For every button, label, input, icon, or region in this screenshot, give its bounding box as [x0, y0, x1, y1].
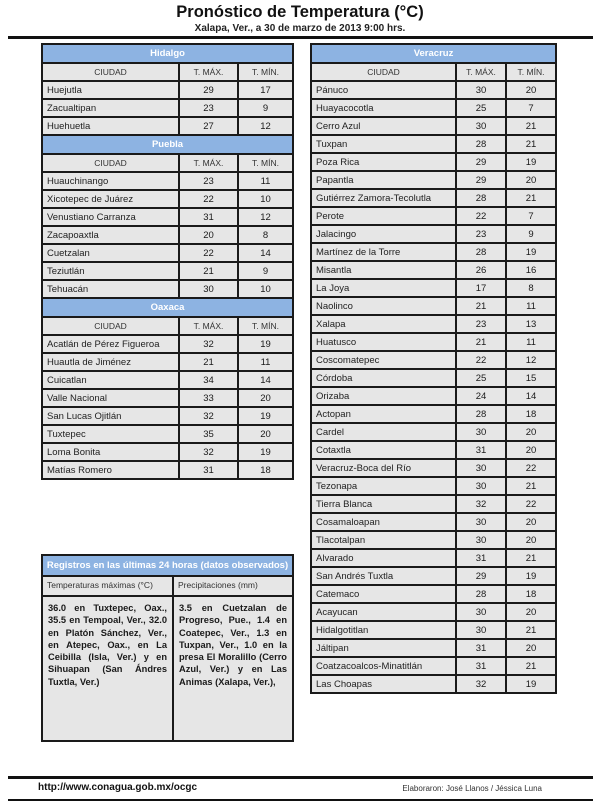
table-row: [311, 369, 556, 387]
column-header-tmin: T. MÍN.: [238, 63, 293, 81]
min-temp-value: 22: [506, 495, 556, 513]
max-temp-value: 27: [179, 117, 238, 135]
column-header-row: [42, 154, 293, 172]
table-row: [42, 371, 293, 389]
min-temp-value: 11: [238, 353, 293, 371]
city-name: Acayucan: [311, 603, 456, 621]
city-name: Coatzacoalcos-Minatitlán: [311, 657, 456, 675]
table-row: [311, 621, 556, 639]
city-name: Jáltipan: [311, 639, 456, 657]
city-name: Actopan: [311, 405, 456, 423]
max-temp-value: 23: [456, 315, 506, 333]
column-header-city: CIUDAD: [42, 154, 179, 172]
section-title: Veracruz: [311, 44, 556, 63]
min-temp-value: 22: [506, 459, 556, 477]
city-name: Acatlán de Pérez Figueroa: [42, 335, 179, 353]
table-row: [311, 423, 556, 441]
city-name: Tezonapa: [311, 477, 456, 495]
max-temp-text: 36.0 en Tuxtepec, Oax., 35.5 en Tempoal, Ver., 32.0 en Platón Sánchez, Ver., en Atepec, Oax., en La Ceibilla (Isla, Ver.) y en Sihuapan (San Ándres Tuxtla, Ver.): [42, 596, 173, 741]
city-name: Loma Bonita: [42, 443, 179, 461]
section-header-row: [42, 44, 293, 63]
min-temp-value: 20: [238, 389, 293, 407]
city-name: Matías Romero: [42, 461, 179, 479]
table-row: [42, 425, 293, 443]
precipitation-text: 3.5 en Cuetzalan de Progreso, Pue., 1.4 en Coatepec, Ver., 1.3 en Tuxpan, Ver., 1.0 en la presa El Moralillo (Cerro Azul, Ver.) y en Las Animas (Xalapa, Ver.),: [173, 596, 293, 741]
min-temp-value: 17: [238, 81, 293, 99]
city-name: Perote: [311, 207, 456, 225]
city-name: Orizaba: [311, 387, 456, 405]
city-name: Xicotepec de Juárez: [42, 190, 179, 208]
column-header-tmax: T. MÁX.: [456, 63, 506, 81]
max-temp-value: 32: [179, 407, 238, 425]
min-temp-value: 20: [506, 171, 556, 189]
max-temp-value: 30: [456, 603, 506, 621]
table-row: [311, 153, 556, 171]
table-row: [42, 280, 293, 298]
footer-divider: [8, 776, 593, 779]
max-temp-value: 28: [456, 189, 506, 207]
table-row: [311, 99, 556, 117]
table-row: [311, 189, 556, 207]
veracruz-forecast-table: [310, 43, 557, 694]
observations-title: Registros en las últimas 24 horas (datos observados): [42, 555, 293, 576]
min-temp-value: 11: [506, 333, 556, 351]
max-temp-value: 28: [456, 585, 506, 603]
city-name: Naolinco: [311, 297, 456, 315]
table-row: [311, 225, 556, 243]
city-name: Coscomatepec: [311, 351, 456, 369]
max-temp-label: Temperaturas máximas (°C): [42, 576, 173, 596]
max-temp-value: 31: [456, 441, 506, 459]
section-header-row: [42, 135, 293, 154]
column-header-city: CIUDAD: [42, 317, 179, 335]
table-row: [311, 297, 556, 315]
city-name: Misantla: [311, 261, 456, 279]
min-temp-value: 7: [506, 207, 556, 225]
max-temp-value: 34: [179, 371, 238, 389]
max-temp-value: 35: [179, 425, 238, 443]
table-row: [311, 441, 556, 459]
table-row: [42, 99, 293, 117]
city-name: La Joya: [311, 279, 456, 297]
min-temp-value: 8: [506, 279, 556, 297]
max-temp-value: 25: [456, 369, 506, 387]
max-temp-value: 32: [179, 443, 238, 461]
min-temp-value: 18: [238, 461, 293, 479]
table-row: [42, 353, 293, 371]
max-temp-value: 32: [456, 495, 506, 513]
city-name: Córdoba: [311, 369, 456, 387]
max-temp-value: 30: [456, 477, 506, 495]
max-temp-value: 31: [456, 549, 506, 567]
min-temp-value: 16: [506, 261, 556, 279]
city-name: Zacualtipan: [42, 99, 179, 117]
table-row: [311, 657, 556, 675]
city-name: Cotaxtla: [311, 441, 456, 459]
city-name: Huatusco: [311, 333, 456, 351]
min-temp-value: 20: [506, 441, 556, 459]
table-row: [311, 531, 556, 549]
max-temp-value: 30: [456, 513, 506, 531]
min-temp-value: 14: [506, 387, 556, 405]
max-temp-value: 24: [456, 387, 506, 405]
column-header-tmax: T. MÁX.: [179, 317, 238, 335]
min-temp-value: 9: [238, 99, 293, 117]
page-title: Pronóstico de Temperatura (°C): [176, 3, 424, 21]
column-header-tmin: T. MÍN.: [238, 317, 293, 335]
section-header-row: [311, 44, 556, 63]
city-name: Poza Rica: [311, 153, 456, 171]
min-temp-value: 9: [238, 262, 293, 280]
min-temp-value: 12: [238, 117, 293, 135]
min-temp-value: 20: [506, 603, 556, 621]
city-name: Cardel: [311, 423, 456, 441]
min-temp-value: 20: [506, 639, 556, 657]
table-row: [42, 208, 293, 226]
table-row: [311, 315, 556, 333]
table-row: [42, 81, 293, 99]
min-temp-value: 19: [506, 243, 556, 261]
min-temp-value: 20: [238, 425, 293, 443]
table-row: [311, 459, 556, 477]
city-name: Cuetzalan: [42, 244, 179, 262]
max-temp-value: 22: [179, 244, 238, 262]
city-name: Cosamaloapan: [311, 513, 456, 531]
table-row: [311, 81, 556, 99]
table-row: [311, 387, 556, 405]
min-temp-value: 13: [506, 315, 556, 333]
city-name: Tierra Blanca: [311, 495, 456, 513]
column-header-city: CIUDAD: [42, 63, 179, 81]
min-temp-value: 19: [238, 335, 293, 353]
max-temp-value: 30: [456, 117, 506, 135]
table-row: [311, 351, 556, 369]
city-name: Martínez de la Torre: [311, 243, 456, 261]
min-temp-value: 8: [238, 226, 293, 244]
max-temp-value: 28: [456, 243, 506, 261]
max-temp-value: 22: [456, 351, 506, 369]
city-name: Tuxpan: [311, 135, 456, 153]
city-name: Alvarado: [311, 549, 456, 567]
min-temp-value: 20: [506, 81, 556, 99]
city-name: Huejutla: [42, 81, 179, 99]
column-header-row: [42, 317, 293, 335]
city-name: Veracruz-Boca del Río: [311, 459, 456, 477]
max-temp-value: 22: [456, 207, 506, 225]
table-row: [311, 261, 556, 279]
max-temp-value: 30: [456, 81, 506, 99]
min-temp-value: 19: [506, 153, 556, 171]
city-name: San Andrés Tuxtla: [311, 567, 456, 585]
max-temp-value: 31: [456, 639, 506, 657]
max-temp-value: 33: [179, 389, 238, 407]
min-temp-value: 20: [506, 531, 556, 549]
table-row: [311, 171, 556, 189]
footer-url-link[interactable]: http://www.conagua.gob.mx/ocgc: [38, 782, 198, 793]
max-temp-value: 31: [179, 461, 238, 479]
city-name: Hidalgotitlan: [311, 621, 456, 639]
min-temp-value: 11: [238, 172, 293, 190]
max-temp-value: 17: [456, 279, 506, 297]
column-header-row: [42, 63, 293, 81]
max-temp-value: 32: [456, 675, 506, 693]
min-temp-value: 21: [506, 135, 556, 153]
column-header-row: [311, 63, 556, 81]
min-temp-value: 10: [238, 280, 293, 298]
section-title: Hidalgo: [42, 44, 293, 63]
min-temp-value: 18: [506, 585, 556, 603]
city-name: Huauchinango: [42, 172, 179, 190]
min-temp-value: 19: [238, 443, 293, 461]
max-temp-value: 32: [179, 335, 238, 353]
max-temp-value: 25: [456, 99, 506, 117]
city-name: Huayacocotla: [311, 99, 456, 117]
table-row: [42, 443, 293, 461]
table-row: [311, 675, 556, 693]
max-temp-value: 29: [456, 171, 506, 189]
table-row: [42, 262, 293, 280]
footer-bottom-rule: [8, 799, 593, 801]
section-title: Oaxaca: [42, 298, 293, 317]
city-name: Huehuetla: [42, 117, 179, 135]
table-row: [42, 461, 293, 479]
column-header-tmax: T. MÁX.: [179, 63, 238, 81]
max-temp-value: 29: [179, 81, 238, 99]
table-row: [311, 603, 556, 621]
min-temp-value: 21: [506, 477, 556, 495]
column-header-tmin: T. MÍN.: [506, 63, 556, 81]
column-header-tmin: T. MÍN.: [238, 154, 293, 172]
max-temp-value: 29: [456, 153, 506, 171]
table-row: [311, 549, 556, 567]
max-temp-value: 23: [179, 172, 238, 190]
city-name: San Lucas Ojitlán: [42, 407, 179, 425]
city-name: Cuicatlan: [42, 371, 179, 389]
city-name: Venustiano Carranza: [42, 208, 179, 226]
observations-table: [41, 554, 294, 742]
min-temp-value: 9: [506, 225, 556, 243]
max-temp-value: 21: [456, 333, 506, 351]
min-temp-value: 15: [506, 369, 556, 387]
table-row: [42, 389, 293, 407]
table-row: [42, 190, 293, 208]
header-divider: [8, 36, 593, 39]
city-name: Papantla: [311, 171, 456, 189]
table-row: [311, 567, 556, 585]
table-row: [311, 207, 556, 225]
min-temp-value: 11: [506, 297, 556, 315]
max-temp-value: 30: [456, 423, 506, 441]
city-name: Tehuacán: [42, 280, 179, 298]
min-temp-value: 20: [506, 423, 556, 441]
city-name: Valle Nacional: [42, 389, 179, 407]
min-temp-value: 21: [506, 621, 556, 639]
city-name: Huautla de Jiménez: [42, 353, 179, 371]
page-subtitle: Xalapa, Ver., a 30 de marzo de 2013 9:00 hrs.: [194, 23, 406, 34]
table-row: [311, 117, 556, 135]
min-temp-value: 10: [238, 190, 293, 208]
max-temp-value: 28: [456, 135, 506, 153]
max-temp-value: 30: [456, 621, 506, 639]
min-temp-value: 21: [506, 189, 556, 207]
table-row: [42, 244, 293, 262]
min-temp-value: 7: [506, 99, 556, 117]
table-row: [311, 243, 556, 261]
column-header-tmax: T. MÁX.: [179, 154, 238, 172]
city-name: Zacapoaxtla: [42, 226, 179, 244]
city-name: Las Choapas: [311, 675, 456, 693]
city-name: Pánuco: [311, 81, 456, 99]
min-temp-value: 19: [506, 567, 556, 585]
table-row: [311, 477, 556, 495]
min-temp-value: 18: [506, 405, 556, 423]
min-temp-value: 20: [506, 513, 556, 531]
precipitation-label: Precipitaciones (mm): [173, 576, 293, 596]
table-row: [311, 405, 556, 423]
min-temp-value: 19: [238, 407, 293, 425]
max-temp-value: 26: [456, 261, 506, 279]
footer-credit: Elaboraron: José Llanos / Jéssica Luna: [402, 784, 542, 793]
city-name: Teziutlán: [42, 262, 179, 280]
max-temp-value: 21: [179, 353, 238, 371]
city-name: Xalapa: [311, 315, 456, 333]
city-name: Tlacotalpan: [311, 531, 456, 549]
min-temp-value: 19: [506, 675, 556, 693]
table-row: [42, 226, 293, 244]
max-temp-value: 30: [456, 459, 506, 477]
section-header-row: [42, 298, 293, 317]
min-temp-value: 12: [506, 351, 556, 369]
min-temp-value: 21: [506, 657, 556, 675]
table-row: [42, 335, 293, 353]
max-temp-value: 30: [179, 280, 238, 298]
table-row: [311, 279, 556, 297]
city-name: Cerro Azul: [311, 117, 456, 135]
max-temp-value: 23: [456, 225, 506, 243]
min-temp-value: 21: [506, 117, 556, 135]
city-name: Jalacingo: [311, 225, 456, 243]
table-row: [311, 585, 556, 603]
table-row: [42, 117, 293, 135]
table-row: [311, 513, 556, 531]
max-temp-value: 30: [456, 531, 506, 549]
city-name: Gutiérrez Zamora-Tecolutla: [311, 189, 456, 207]
left-forecast-table: [41, 43, 294, 480]
table-row: [311, 639, 556, 657]
table-row: [311, 495, 556, 513]
max-temp-value: 21: [456, 297, 506, 315]
table-row: [311, 333, 556, 351]
min-temp-value: 14: [238, 244, 293, 262]
city-name: Tuxtepec: [42, 425, 179, 443]
max-temp-value: 21: [179, 262, 238, 280]
min-temp-value: 21: [506, 549, 556, 567]
table-row: [311, 135, 556, 153]
table-row: [42, 407, 293, 425]
max-temp-value: 31: [179, 208, 238, 226]
max-temp-value: 20: [179, 226, 238, 244]
max-temp-value: 29: [456, 567, 506, 585]
max-temp-value: 22: [179, 190, 238, 208]
min-temp-value: 14: [238, 371, 293, 389]
table-row: [42, 172, 293, 190]
section-title: Puebla: [42, 135, 293, 154]
max-temp-value: 23: [179, 99, 238, 117]
max-temp-value: 31: [456, 657, 506, 675]
column-header-city: CIUDAD: [311, 63, 456, 81]
city-name: Catemaco: [311, 585, 456, 603]
min-temp-value: 12: [238, 208, 293, 226]
max-temp-value: 28: [456, 405, 506, 423]
